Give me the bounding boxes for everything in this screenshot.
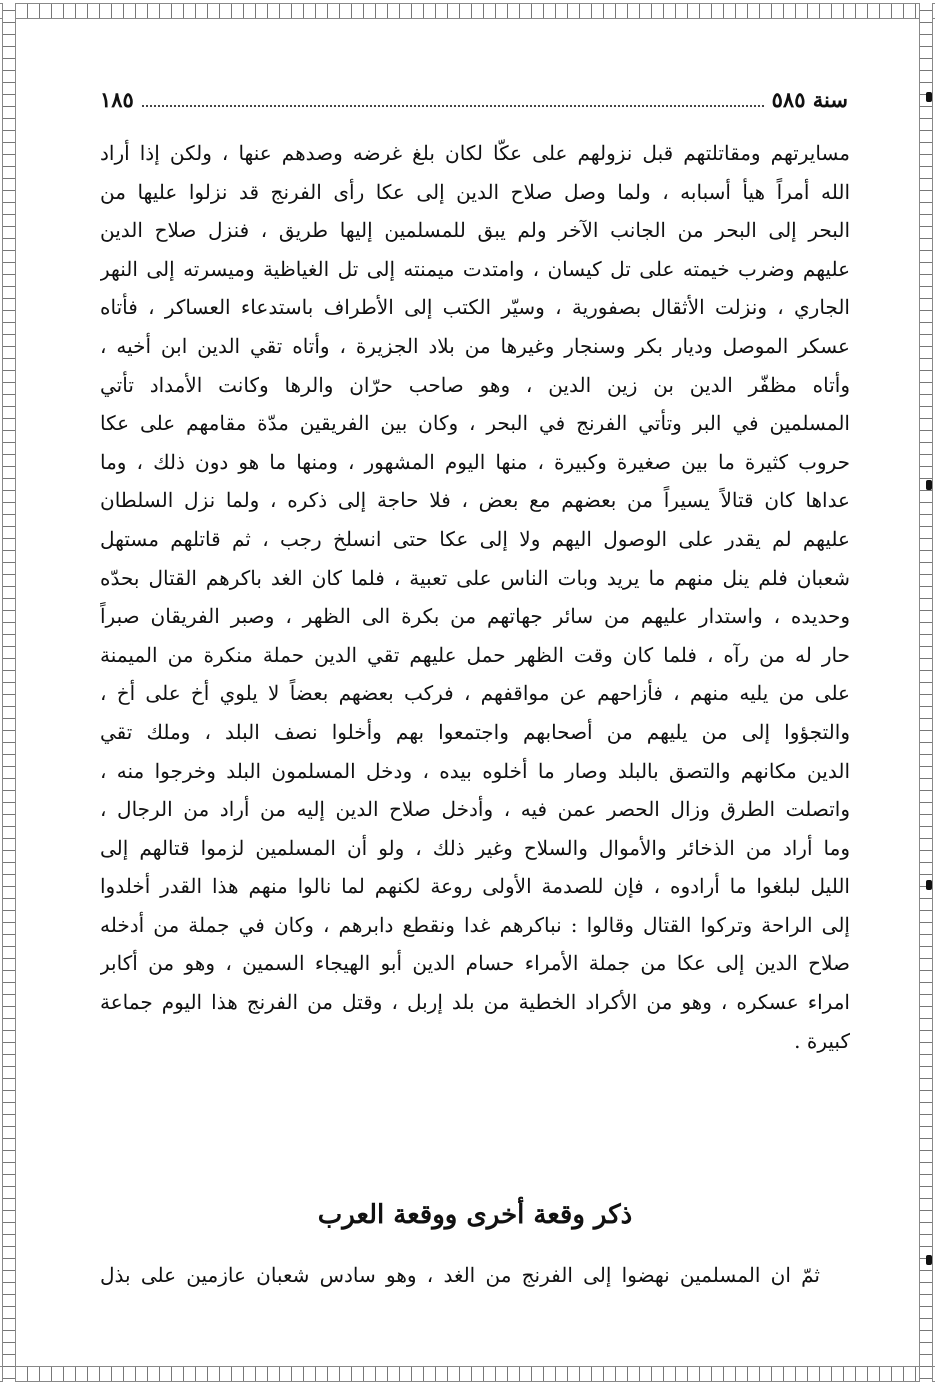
next-paragraph-line: ثمّ ان المسلمين نهضوا إلى الفرنج من الغد ، وهو سادس شعبان عازمين على بذل (100, 1263, 820, 1287)
page-border-bottom (0, 1366, 935, 1382)
text-line: امراء عسكره ، وهو من الأكراد الخطية من بلد إربل ، وقتل من الفرنج هذا اليوم جماعة (100, 990, 850, 1015)
text-line: عليهم وضرب خيمته على تل كيسان ، وامتدت ميمنته إلى تل الغياظية وميسرته إلى النهر (100, 256, 850, 281)
body-paragraph (100, 134, 850, 1060)
text-line: المسلمين في البر وتأتي الفرنج في البحر ، وكان بين الفريقين مدّة مقامهم على عكا (100, 411, 850, 436)
page-header (100, 84, 848, 114)
page-border-top (0, 3, 935, 19)
text-line: البحر إلى البحر من الجانب الآخر ولم يبق للمسلمين إليها طريق ، فنزل صلاح الدين (100, 218, 850, 243)
margin-tab-mark (926, 92, 932, 102)
text-line: عداها كان قتالاً يسيراً من بعضهم مع بعض ، فلا حاجة إلى ذكره ، ولما نزل السلطان (100, 488, 850, 513)
page-border-right (919, 3, 933, 1382)
page-number: ١٨٥ (100, 86, 134, 112)
margin-tab-mark (926, 1255, 932, 1265)
running-title: سنة ٥٨٥ (771, 86, 848, 112)
text-line: إلى الراحة وتركوا القتال وقالوا : نباكرهم غدا ونقطع دابرهم ، وكان في جملة من أدخله (100, 912, 850, 937)
text-line: شعبان فلم ينل منهم ما يريد وبات الناس على تعبية ، فلما كان الغد باكرهم القتال بحدّه (100, 565, 850, 590)
text-line: وحديده ، واستدار عليهم من سائر جهاتهم من بكرة الى الظهر ، وصبر الفريقان صبراً (100, 604, 850, 629)
margin-tab-mark (926, 880, 932, 890)
page-border-left (2, 3, 16, 1382)
text-line: عليهم لم يقدر على الوصول اليهم ولا إلى عكا حتى انسلخ رجب ، ثم قاتلهم مستهل (100, 526, 850, 551)
text-line: حار له من رآه ، فلما كان وقت الظهر حمل عليهم تقي الدين حملة منكرة من الميمنة (100, 642, 850, 667)
text-line: وأتاه مظفّر الدين بن زين الدين ، وهو صاحب حرّان والرها وكانت الأمداد تأتي (100, 372, 850, 397)
section-heading: ذكر وقعة أخرى ووقعة العرب (317, 1200, 633, 1230)
text-line: كبيرة . (794, 1028, 850, 1053)
header-dotted-leader (142, 104, 764, 107)
text-line: حروب كثيرة ما بين صغيرة وكبيرة ، منها اليوم المشهور ، ومنها ما هو دون ذلك ، وما (100, 449, 850, 474)
margin-tab-mark (926, 480, 932, 490)
text-line: الله أمراً هيأ أسبابه ، ولما وصل صلاح الدين إلى عكا رأى الفرنج قد نزلوا عليها من (100, 179, 850, 204)
text-line: والتجؤوا إلى من يليهم من أصحابهم واجتمعوا بهم وأخلوا نصف البلد ، وملك تقي (100, 719, 850, 744)
text-line: عسكر الموصل وديار بكر وسنجار وغيرها من بلاد الجزيرة ، وأتاه تقي الدين ابن أخيه ، (100, 333, 850, 358)
text-line: واتصلت الطرق وزال الحصر عمن فيه ، وأدخل صلاح الدين إليه من أراد من الرجال ، (100, 797, 850, 822)
text-line: صلاح الدين إلى عكا من جملة الأمراء حسام الدين أبو الهيجاء السمين ، وهو من أكابر (100, 951, 850, 976)
text-line: على من يليه منهم ، فأزاحهم عن مواقفهم ، فركب بعضهم بعضاً لا يلوي أخ على أخ ، (100, 681, 850, 706)
text-line: الدين مكانهم والتصق بالبلد وصار ما أخلوه بيده ، ودخل المسلمون البلد وخرجوا منه ، (100, 758, 850, 783)
text-line: الليل لبلغوا ما أرادوه ، فإن للصدمة الأولى روعة لكنهم لما نالوا منهم هذا القدر أخلدوا (100, 874, 850, 899)
text-line: وما أراد من الذخائر والأموال والسلاح وغير ذلك ، ولو أن المسلمين لزموا قتالهم إلى (100, 835, 850, 860)
text-line: الجاري ، ونزلت الأثقال بصفورية ، وسيّر الكتب إلى الأطراف باستدعاء العساكر ، فأتاه (100, 295, 850, 320)
text-line: مسايرتهم ومقاتلتهم قبل نزولهم على عكّا لكان بلغ غرضه وصدهم عنها ، ولكن إذا أراد (100, 141, 850, 165)
